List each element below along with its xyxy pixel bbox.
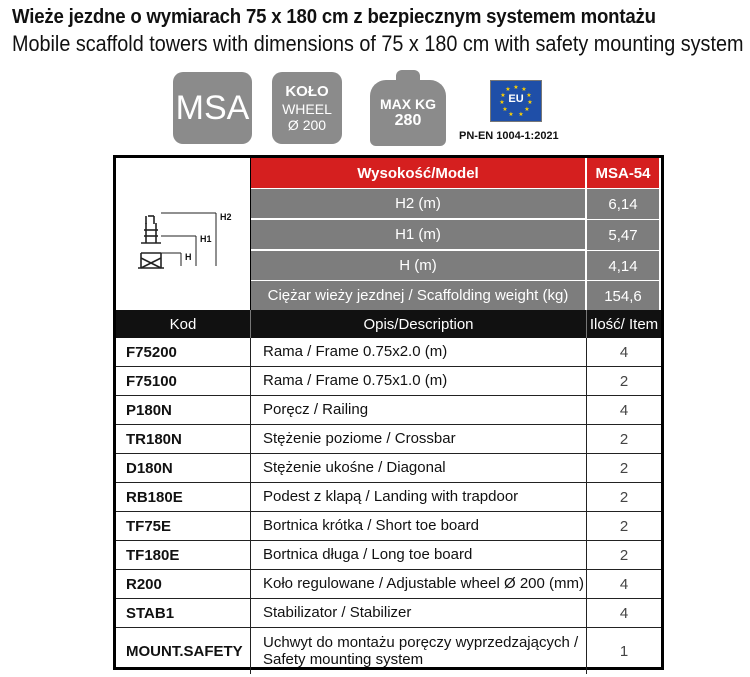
svg-text:★: ★ <box>526 92 532 99</box>
table-row <box>116 396 661 425</box>
wheel-badge-line1: KOŁO <box>285 83 329 101</box>
item-qty: 1 <box>619 642 629 660</box>
wheel-badge-line3: Ø 200 <box>287 116 327 133</box>
wheel-badge-line2: WHEEL <box>282 100 332 117</box>
item-qty: 2 <box>619 459 629 477</box>
item-code: TF180E <box>116 541 251 569</box>
item-description: Bortnica długa / Long toe board <box>251 541 587 569</box>
wheel-badge <box>272 72 342 144</box>
item-qty: 2 <box>619 517 629 535</box>
table-row <box>116 483 661 512</box>
svg-text:★: ★ <box>518 111 524 118</box>
table-row <box>116 541 661 570</box>
svg-text:★: ★ <box>524 106 530 113</box>
spec-row-value: 154,6 <box>587 280 659 311</box>
table-row <box>116 338 661 367</box>
table-row <box>116 367 661 396</box>
item-qty: 4 <box>619 401 629 419</box>
scaffold-diagram <box>116 158 251 310</box>
svg-text:★: ★ <box>502 106 508 113</box>
spec-row <box>251 250 659 280</box>
item-code: MOUNT.SAFETY <box>116 628 251 674</box>
spec-row-label: H2 (m) <box>251 188 587 218</box>
svg-text:★: ★ <box>500 92 506 99</box>
item-qty: 2 <box>619 488 629 506</box>
item-code: F75200 <box>116 338 251 366</box>
spec-row-label: H (m) <box>251 250 587 280</box>
spec-row-label: H1 (m) <box>251 219 587 249</box>
spec-row-value: 4,14 <box>587 250 659 281</box>
spec-header-row <box>251 158 659 188</box>
item-qty: 2 <box>619 546 629 564</box>
item-code: F75100 <box>116 367 251 395</box>
svg-text:★: ★ <box>521 86 527 93</box>
item-description: Stężenie ukośne / Diagonal <box>251 454 587 482</box>
table-row <box>116 425 661 454</box>
max-weight-body <box>370 80 446 146</box>
specification-table <box>113 155 664 670</box>
item-code: P180N <box>116 396 251 424</box>
parts-table-body <box>116 338 661 674</box>
item-description: Bortnica krótka / Short toe board <box>251 512 587 540</box>
max-weight-line1: MAX KG <box>380 95 436 112</box>
item-qty: 4 <box>619 575 629 593</box>
spec-header-label: Wysokość/Model <box>251 158 587 188</box>
diagram-label-h: H <box>185 252 192 262</box>
table-row <box>116 454 661 483</box>
table-row <box>116 570 661 599</box>
title-english: Mobile scaffold towers with dimensions of 75 x 180 cm with safety mounting system <box>12 31 744 56</box>
svg-text:★: ★ <box>508 111 514 118</box>
column-header-code: Kod <box>116 310 251 338</box>
svg-text:★: ★ <box>527 99 533 106</box>
item-code: TR180N <box>116 425 251 453</box>
max-weight-badge <box>368 70 448 146</box>
table-row <box>116 628 661 674</box>
item-description: Poręcz / Railing <box>251 396 587 424</box>
item-code: R200 <box>116 570 251 598</box>
item-qty: 2 <box>619 372 629 390</box>
svg-text:★: ★ <box>513 84 519 91</box>
item-description: Rama / Frame 0.75x1.0 (m) <box>251 367 587 395</box>
spec-row-label: Ciężar wieży jezdnej / Scaffolding weight (kg) <box>251 280 587 310</box>
table-row <box>116 599 661 628</box>
column-header-description: Opis/Description <box>251 310 587 338</box>
item-description <box>251 628 587 674</box>
item-description: Podest z klapą / Landing with trapdoor <box>251 483 587 511</box>
diagram-label-h2: H2 <box>220 212 232 222</box>
item-code: STAB1 <box>116 599 251 627</box>
item-qty: 4 <box>619 343 629 361</box>
item-description-line1: Uchwyt do montażu poręczy wyprzedzających / <box>263 633 579 651</box>
spec-row <box>251 188 659 218</box>
item-code: TF75E <box>116 512 251 540</box>
item-description: Stężenie poziome / Crossbar <box>251 425 587 453</box>
column-header-qty: Ilość/ Item <box>589 315 659 333</box>
eu-flag-icon <box>490 80 542 122</box>
spec-header-model: MSA-54 <box>587 158 659 188</box>
spec-row-value: 6,14 <box>587 188 659 219</box>
table-row <box>116 512 661 541</box>
item-description: Rama / Frame 0.75x2.0 (m) <box>251 338 587 366</box>
max-weight-line2: 280 <box>394 111 422 129</box>
item-code: RB180E <box>116 483 251 511</box>
svg-text:★: ★ <box>505 86 511 93</box>
spec-row-value: 5,47 <box>587 219 659 250</box>
title-polish: Wieże jezdne o wymiarach 75 x 180 cm z bezpiecznym systemem montażu <box>12 6 656 28</box>
eu-label: EU <box>508 93 524 105</box>
diagram-label-h1: H1 <box>200 234 212 244</box>
item-qty: 2 <box>619 430 629 448</box>
msa-badge: MSA <box>173 72 252 144</box>
item-description: Koło regulowane / Adjustable wheel Ø 200 (mm) <box>251 570 587 598</box>
spec-row <box>251 219 659 249</box>
parts-table-header <box>116 310 661 338</box>
item-code: D180N <box>116 454 251 482</box>
standard-label: PN-EN 1004-1:2021 <box>459 130 559 142</box>
item-description: Stabilizator / Stabilizer <box>251 599 587 627</box>
item-qty: 4 <box>619 604 629 622</box>
item-description-line2: Safety mounting system <box>263 651 424 668</box>
svg-text:★: ★ <box>499 99 505 106</box>
spec-row <box>251 280 659 310</box>
